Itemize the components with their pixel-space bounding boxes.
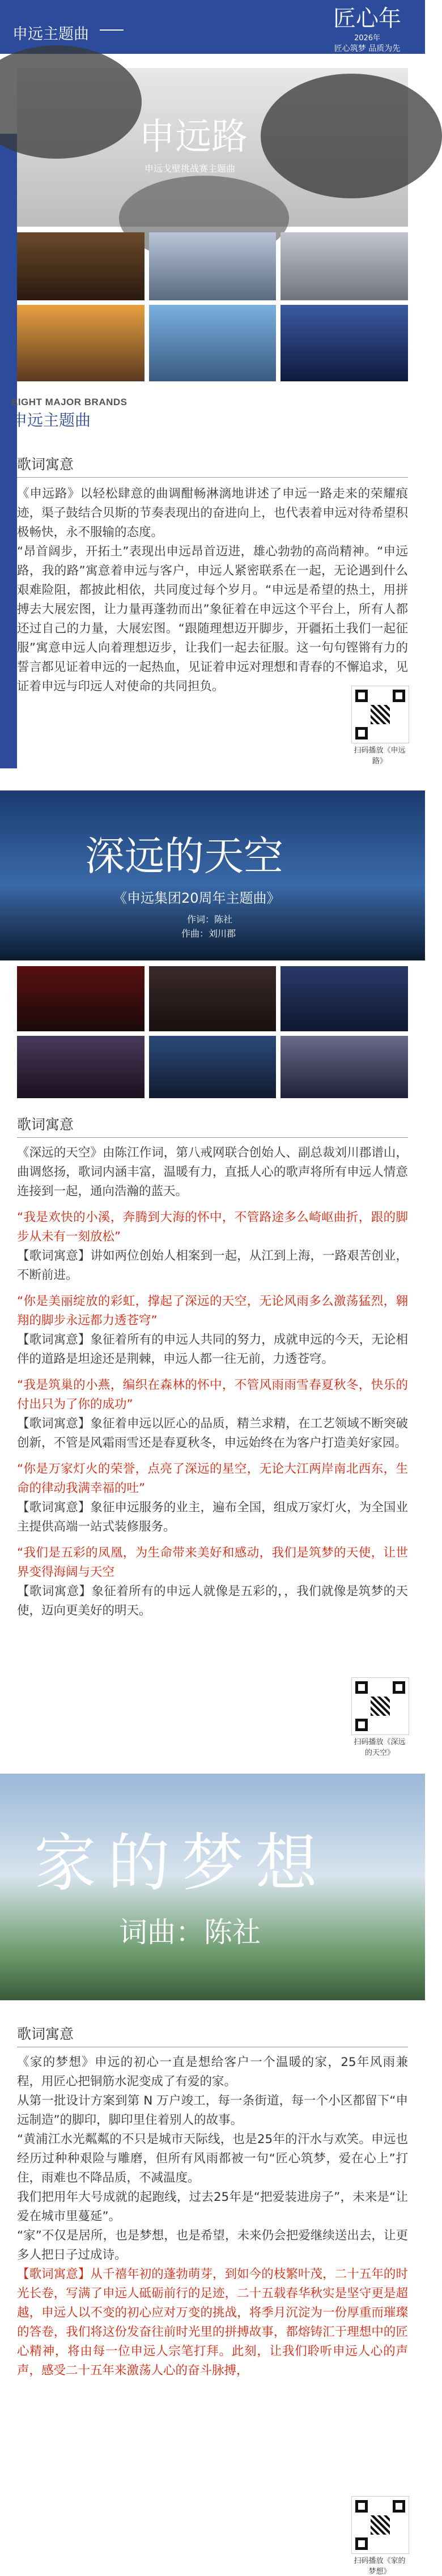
video-composer: 作曲：刘川郡 <box>181 928 236 939</box>
song1-heading: 歌词寓意 <box>17 456 74 473</box>
qr-caption: 扫码播放《申远路》 <box>354 746 406 766</box>
song3-heading: 歌词寓意 <box>17 2026 74 2042</box>
brands-label <box>11 397 176 431</box>
lyric-quote: “我是欢快的小溪，奔腾到大海的怀中，不管路途多么崎岖曲折，跟的脚步从未有一刻放松” <box>17 1210 408 1244</box>
ink-splash <box>0 45 142 159</box>
photo <box>280 966 408 1031</box>
song3-paragraph: “家”不仅是居所，也是梦想，也是希望，未来仍会把爱继续送出去，让更多人把日子过成诗。 <box>17 2229 408 2262</box>
video-title: 深远的天空 <box>85 833 283 879</box>
photo <box>149 232 277 300</box>
song3-section <box>17 2023 408 2381</box>
song3-highlight: 【歌词寓意】从千禧年初的蓬勃萌芽，到如今的枝繁叶茂，二十五年的时光长卷，写满了申远人砥砺前行的足迹，二十五载春华秋实是坚守更是超越，申远人以不变的初心应对万变的挑战，将季月沉淀为一份厚重而璀璨的答卷，我们将这份发奋往前时光里的拼搏故事，都熔铸汇于理想中的匠心精神，将由每一位申远人宗笔打拜。此刻，让我们聆听申远人心的声声，感受二十五年来激荡人心的奋斗脉搏， <box>17 2267 408 2378</box>
qr-code-song1[interactable] <box>351 686 409 743</box>
side-band <box>0 134 17 768</box>
video-card-2[interactable] <box>0 790 425 960</box>
video-title: 家的梦想 <box>34 1827 329 1899</box>
video-credit: 词曲：陈社 <box>119 1916 261 1949</box>
lyric-meaning: 【歌词寓意】象征着所有的申远人就像是五彩的，，我们就像是筑梦的天使，迈向更美好的明天。 <box>17 1584 408 1618</box>
lyric-meaning: 【歌词寓意】象征着申远以匠心的品质，精兰求精，在工艺领域不断突破创新，不管是风霜雨雪还是春夏秋冬，申远始终在为客户打造美好家园。 <box>17 1417 408 1450</box>
lyric-quote: “你是万家灯火的荣誉，点亮了深远的星空，无论大江两岸南北西东，生命的律动我满幸福的吐” <box>17 1462 408 1495</box>
video-subtitle: 申远戈壁挑战赛主题曲 <box>144 163 236 174</box>
logo-slogan: 匠心筑梦 品质为先 <box>334 44 401 53</box>
photo-strip-4 <box>17 1036 408 1098</box>
qr-caption: 扫码播放《深远的天空》 <box>354 1738 406 1757</box>
video-card-1[interactable] <box>17 68 408 227</box>
brands-en: EIGHT MAJOR BRANDS <box>11 397 128 407</box>
photo <box>17 966 144 1031</box>
video-subtitle: 《申远集团20周年主题曲》 <box>113 890 280 906</box>
video-card-3[interactable] <box>0 1774 425 2000</box>
lyric-quote: “我们是五彩的凤凰，为生命带来美好和感动，我们是筑梦的天使，让世界变得海阔与天空 <box>17 1546 408 1579</box>
brands-zh: 申远主题曲 <box>11 411 91 430</box>
brand-logo <box>322 6 413 53</box>
photo-strip-1 <box>17 232 408 300</box>
song1-paragraph: “昂首阔步，开拓土”表现出申远昂首迈进，雄心勃勃的高尚精神。“申远路，我的路”寓意着申远与客户，申远人紧密联系在一起，无论遇到什么艰难险阻，都披此相依，共同度过每个岁月。“申远是希望的热土，用拼搏去大展宏图，让力量再蓬勃而出”象征着在申远这个平台上，所有人都还过自己的力量，大展宏图。“跟随理想迈开脚步，开疆拓土我们一起征服”寓意申远人向着理想迈步，让我们一起去征服。这一句句铿锵有力的誓言都见证着申远的一起热血，见证着申远对理想和青春的不懈追求，见证着申远与印远人对使命的共同担负。 <box>17 545 408 694</box>
lyric-quote: “你是美丽绽放的彩虹，撑起了深远的天空，无论风雨多么激荡猛烈，翱翔的脚步永远都力透苍穹” <box>17 1294 408 1328</box>
photo <box>280 1036 408 1098</box>
photo <box>280 232 408 300</box>
section-title: 申远主题曲 <box>12 25 89 43</box>
video-title: 申远路 <box>139 116 248 158</box>
song2-intro: 《深远的天空》由陈江作词，第八戒网联合创始人、副总裁刘川郡谱山，曲调悠扬，歌词内涵丰富，温暖有力，直抵人心的歌声将所有申远人情意连接到一起，通向浩瀚的蓝天。 <box>17 1146 408 1198</box>
lyric-meaning: 【歌词寓意】讲如两位创始人相案到一起，从江到上海，一路艰苦创业，不断前进。 <box>17 1249 408 1282</box>
logo-year: 2026年 <box>354 34 381 42</box>
lyric-quote: “我是筑巢的小燕，编织在森林的怀中，不管风雨雨雪春夏秋冬，快乐的付出只为了你的成功” <box>17 1378 408 1412</box>
song3-paragraph: “黄浦江水光粼粼的不只是城市天际线，也是25年的汗水与欢笑。申远也经历过种种艰险与雕磨，但所有风雨都被一句“匠心筑梦，爱在心上”打住，雨难也不降品质，不减温度。 <box>17 2132 408 2185</box>
qr-code-song3[interactable] <box>351 2496 409 2554</box>
photo <box>17 1036 144 1098</box>
song3-paragraph: 从第一批设计方案到第 N 万户竣工，每一条街道，每一个小区都留下“申远制造”的脚印，脚印里住着别人的故事。 <box>17 2094 408 2127</box>
photo <box>17 232 144 300</box>
video-lyricist: 作词：陈社 <box>187 914 233 925</box>
lyric-meaning: 【歌词寓意】象征申远服务的业主，遍布全国，组成万家灯火，为全国业主提供高端一站式装修服务。 <box>17 1500 408 1534</box>
ink-splash <box>261 74 442 198</box>
photo <box>149 305 277 381</box>
photo <box>280 305 408 381</box>
song3-paragraph: 我们把用年大号成就的起跑线，过去25年是“把爱装进房子”，未来是“让爱在城市里蔓延”。 <box>17 2190 408 2224</box>
song1-paragraph: 《申远路》以轻松肆意的曲调酣畅淋漓地讲述了申远一路走来的荣耀痕迹，渠子鼓结合贝斯的节奏表现出的奋进向上，也代表着申远对待希望积极畅快，永不服输的态度。 <box>17 487 408 539</box>
song1-section <box>17 453 408 696</box>
photo <box>149 1036 277 1098</box>
title-underline <box>100 29 124 31</box>
qr-code-song2[interactable] <box>351 1677 409 1735</box>
photo <box>149 966 277 1031</box>
logo-mark: 匠心年 <box>333 6 401 32</box>
song3-paragraph: 《家的梦想》申远的初心一直是想给客户一个温暖的家，25年风雨兼程，用匠心把铜筋水泥变成了有爱的家。 <box>17 2055 408 2089</box>
song2-heading: 歌词寓意 <box>17 1116 74 1133</box>
photo-strip-2 <box>17 305 408 381</box>
lyric-meaning: 【歌词寓意】象征着所有的申远人共同的努力，成就申远的今天，无论相伴的道路是坦途还是荆棘，申远人都一往无前，力透苍穹。 <box>17 1333 408 1366</box>
qr-caption: 扫码播放《家的梦想》 <box>354 2557 406 2576</box>
photo-strip-3 <box>17 966 408 1031</box>
song2-section <box>17 1113 408 1621</box>
photo <box>17 305 144 381</box>
